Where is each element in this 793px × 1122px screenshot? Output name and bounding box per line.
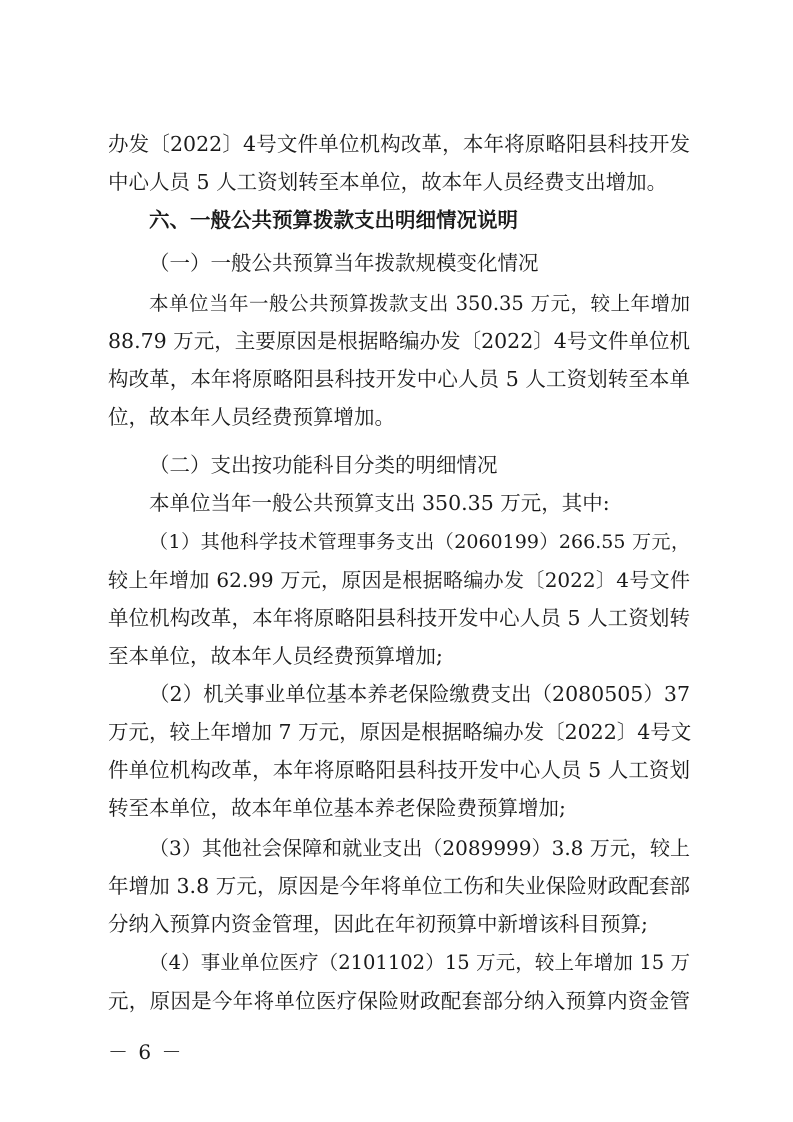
paragraph-line: 元，原因是今年将单位医疗保险财政配套部分纳入预算内资金管 [108,989,690,1013]
section-heading: 六、一般公共预算拨款支出明细情况说明 [149,208,518,232]
paragraph-line: （4）事业单位医疗（2101102）15 万元，较上年增加 15 万 [149,951,690,974]
paragraph-line: 较上年增加 62.99 万元，原因是根据略编办发〔2022〕4号文件 [108,568,690,592]
paragraph-line: 构改革，本年将原略阳县科技开发中心人员 5 人工资划转至本单 [108,367,690,391]
paragraph-line: 件单位机构改革，本年将原略阳县科技开发中心人员 5 人工资划 [108,758,690,782]
paragraph-line: 单位机构改革，本年将原略阳县科技开发中心人员 5 人工资划转 [108,606,690,630]
subsection-heading: （一）一般公共预算当年拨款规模变化情况 [149,251,539,275]
subsection-heading: （二）支出按功能科目分类的明细情况 [149,453,498,477]
paragraph-line: 中心人员 5 人工资划转至本单位，故本年人员经费支出增加。 [108,170,668,194]
paragraph-line: 万元，较上年增加 7 万元，原因是根据略编办发〔2022〕4号文 [108,720,692,744]
page-number: － 6 － [108,1040,184,1064]
paragraph-line: 办发〔2022〕4号文件单位机构改革，本年将原略阳县科技开发 [108,132,690,156]
paragraph-line: 位，故本年人员经费预算增加。 [108,405,395,429]
paragraph-line: 本单位当年一般公共预算拨款支出 350.35 万元，较上年增加 [149,292,690,315]
paragraph-line: 年增加 3.8 万元，原因是今年将单位工伤和失业保险财政配套部 [108,874,690,898]
paragraph-line: （3）其他社会保障和就业支出（2089999）3.8 万元，较上 [149,836,690,860]
paragraph-line: （2）机关事业单位基本养老保险缴费支出（2080505）37 [149,682,690,706]
paragraph-line: 转至本单位，故本年单位基本养老保险费预算增加; [108,796,566,820]
paragraph-line: 分纳入预算内资金管理，因此在年初预算中新增该科目预算; [108,912,648,936]
paragraph-line: （1）其他科学技术管理事务支出（2060199）266.55 万元， [149,531,690,553]
paragraph-line: 本单位当年一般公共预算支出 350.35 万元，其中: [149,491,610,515]
paragraph-line: 88.79 万元，主要原因是根据略编办发〔2022〕4号文件单位机 [108,329,690,353]
paragraph-line: 至本单位，故本年人员经费预算增加; [108,644,443,668]
